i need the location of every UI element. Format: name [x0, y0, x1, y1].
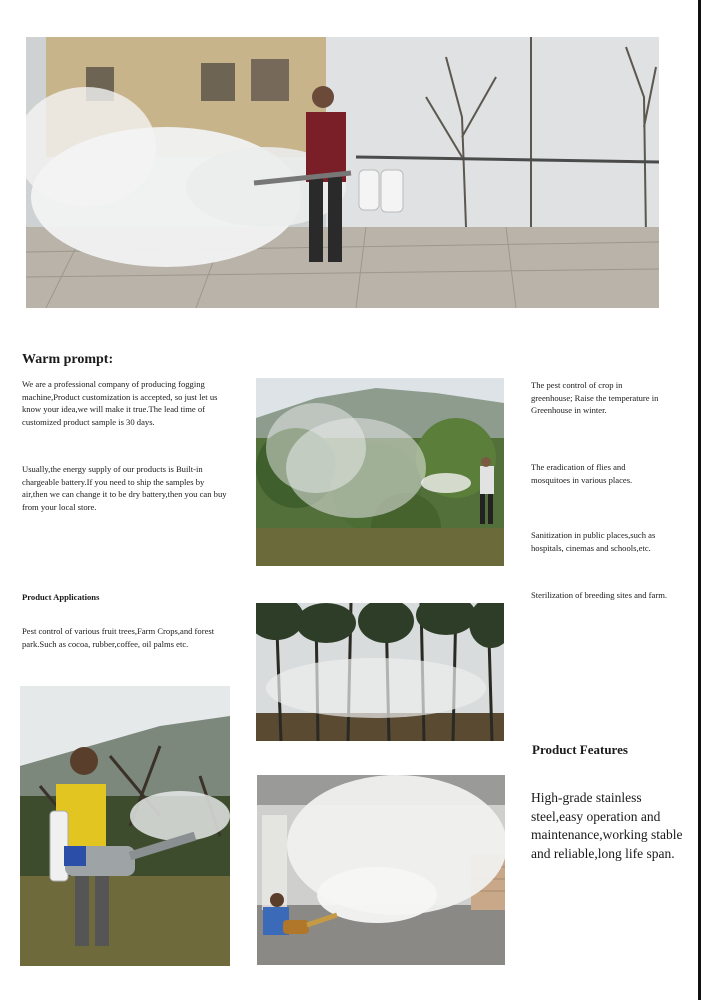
warm-prompt-paragraph-1: We are a professional company of producing fogging machine,Product customization is accepted, so just let us know your idea,we will make it true.The lead time of customized product sample is 30 days. [22, 379, 218, 427]
warm-prompt-title: Warm prompt: [22, 352, 114, 367]
photo-man-fogging-warehouse [257, 775, 505, 965]
use-greenhouse: The pest control of crop in greenhouse; Raise the temperature in Greenhouse in winter. [531, 380, 659, 416]
photo-man-fogging-fruit-trees [256, 378, 504, 566]
applications-title: Product Applications [22, 592, 100, 602]
use-flies-mosquitoes: The eradication of flies and mosquitoes in various places. [531, 462, 633, 485]
photo-man-fogging-field [20, 686, 230, 966]
warm-prompt-paragraph-2: Usually,the energy supply of our products is Built-in chargeable battery.If you need to ship the samples by air,then we can change it to be dry battery,then you can buy from your local store. [22, 464, 227, 512]
use-breeding-sites: Sterilization of breeding sites and farm. [531, 590, 668, 600]
photo-man-fogging-sidewalk [26, 37, 659, 308]
use-public-places: Sanitization in public places,such as hospitals, cinemas and schools,etc. [531, 530, 656, 553]
applications-text: Pest control of various fruit trees,Farm Crops,and forest park.Such as cocoa, rubber,coffee, oil palms etc. [22, 626, 215, 649]
photo-fog-in-forest [256, 603, 504, 741]
features-title: Product Features [532, 742, 628, 757]
features-text: High-grade stainless steel,easy operation and maintenance,working stable and reliable,long life span. [531, 790, 683, 861]
